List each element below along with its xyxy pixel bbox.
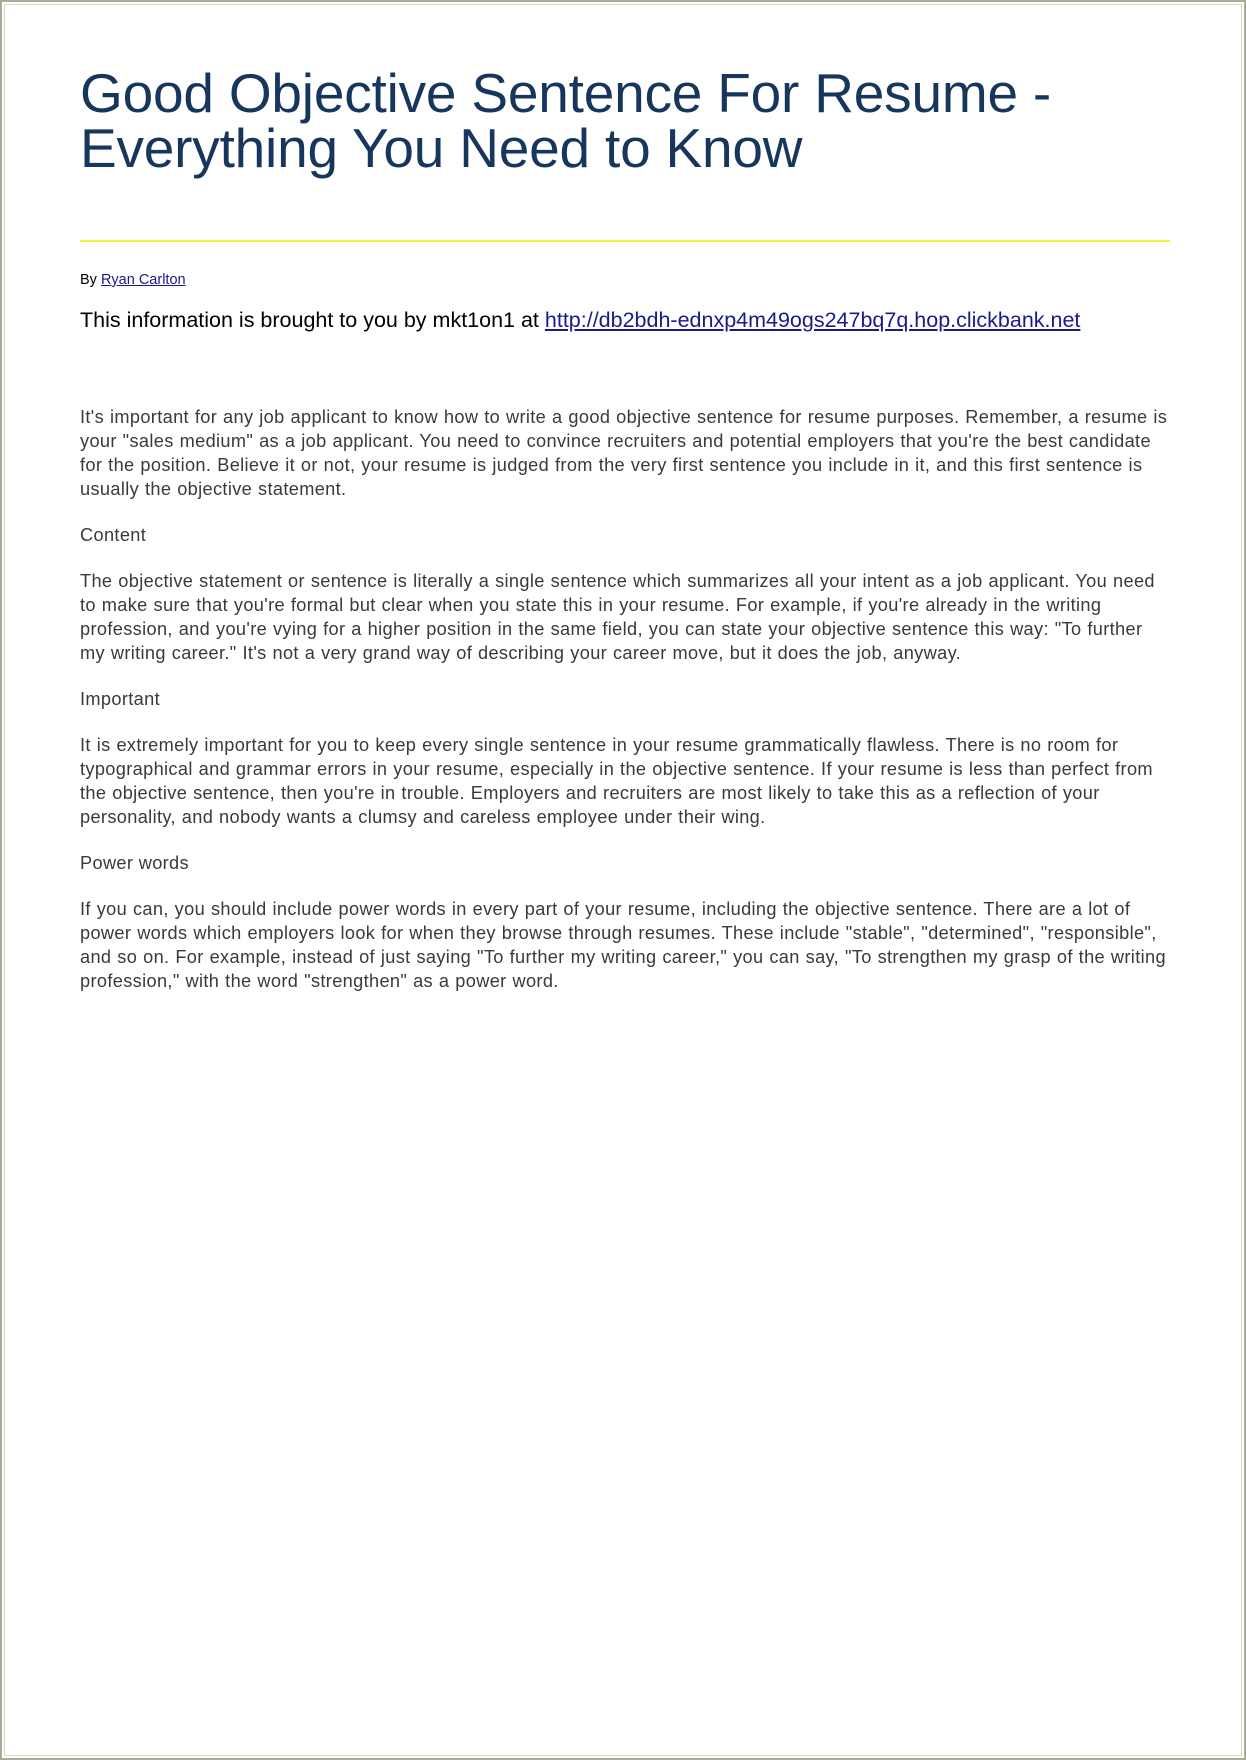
paragraph-important: It is extremely important for you to keep every single sentence in your resume grammatically flawless. There is no room for typographical and grammar errors in your resume, especially in the objective sentence. If your resume is less than perfect from the objective sentence, then you're in trouble. Employers and recruiters are most likely to take this as a reflection of your personality, and nobody wants a clumsy and careless employee under their wing.: [80, 735, 1153, 827]
title-divider: [80, 240, 1170, 242]
document-content: [80, 62, 1170, 1015]
section-heading-power-words: Power words: [80, 853, 189, 873]
title-line-1: Good Objective Sentence For Resume -: [80, 62, 1052, 124]
author-link[interactable]: Ryan Carlton: [100, 272, 186, 288]
document-title: [80, 62, 1170, 179]
paragraph-content: The objective statement or sentence is literally a single sentence which summarizes all your intent as a job applicant. You need to make sure that you're formal but clear when you state this in your resume. For example, if you're already in the writing profession, and you're vying for a higher position in the same field, you can state your objective sentence this way: "To further my writing career." It's not a very grand way of describing your career move, but it does the job, anyway.: [80, 571, 1155, 663]
promo-link[interactable]: http://db2bdh-ednxp4m49ogs247bq7q.hop.clickbank.net: [544, 308, 1081, 332]
article-body: [80, 405, 1170, 993]
paragraph-power-words: If you can, you should include power words in every part of your resume, including the objective sentence. There are a lot of power words which employers look for when they browse through resumes. These include "stable", "determined", "responsible", and so on. For example, instead of just saying "To further my writing career," you can say, "To strengthen my grasp of the writing profession," with the word "strengthen" as a power word.: [80, 899, 1166, 991]
section-heading-content: Content: [80, 525, 147, 545]
paragraph-intro: It's important for any job applicant to know how to write a good objective sentence for resume purposes. Remember, a resume is your "sales medium" as a job applicant. You need to convince recruiters and potential employers that you're the best candidate for the position. Believe it or not, your resume is judged from the very first sentence you include in it, and this first sentence is usually the objective statement.: [80, 407, 1168, 499]
section-heading-important: Important: [80, 689, 160, 709]
promo-text: This information is brought to you by mkt1on1 at: [80, 308, 539, 332]
title-line-2: Everything You Need to Know: [80, 117, 803, 179]
promo-line: [80, 308, 1170, 333]
byline-prefix: By: [80, 272, 97, 288]
byline: [80, 272, 1170, 288]
